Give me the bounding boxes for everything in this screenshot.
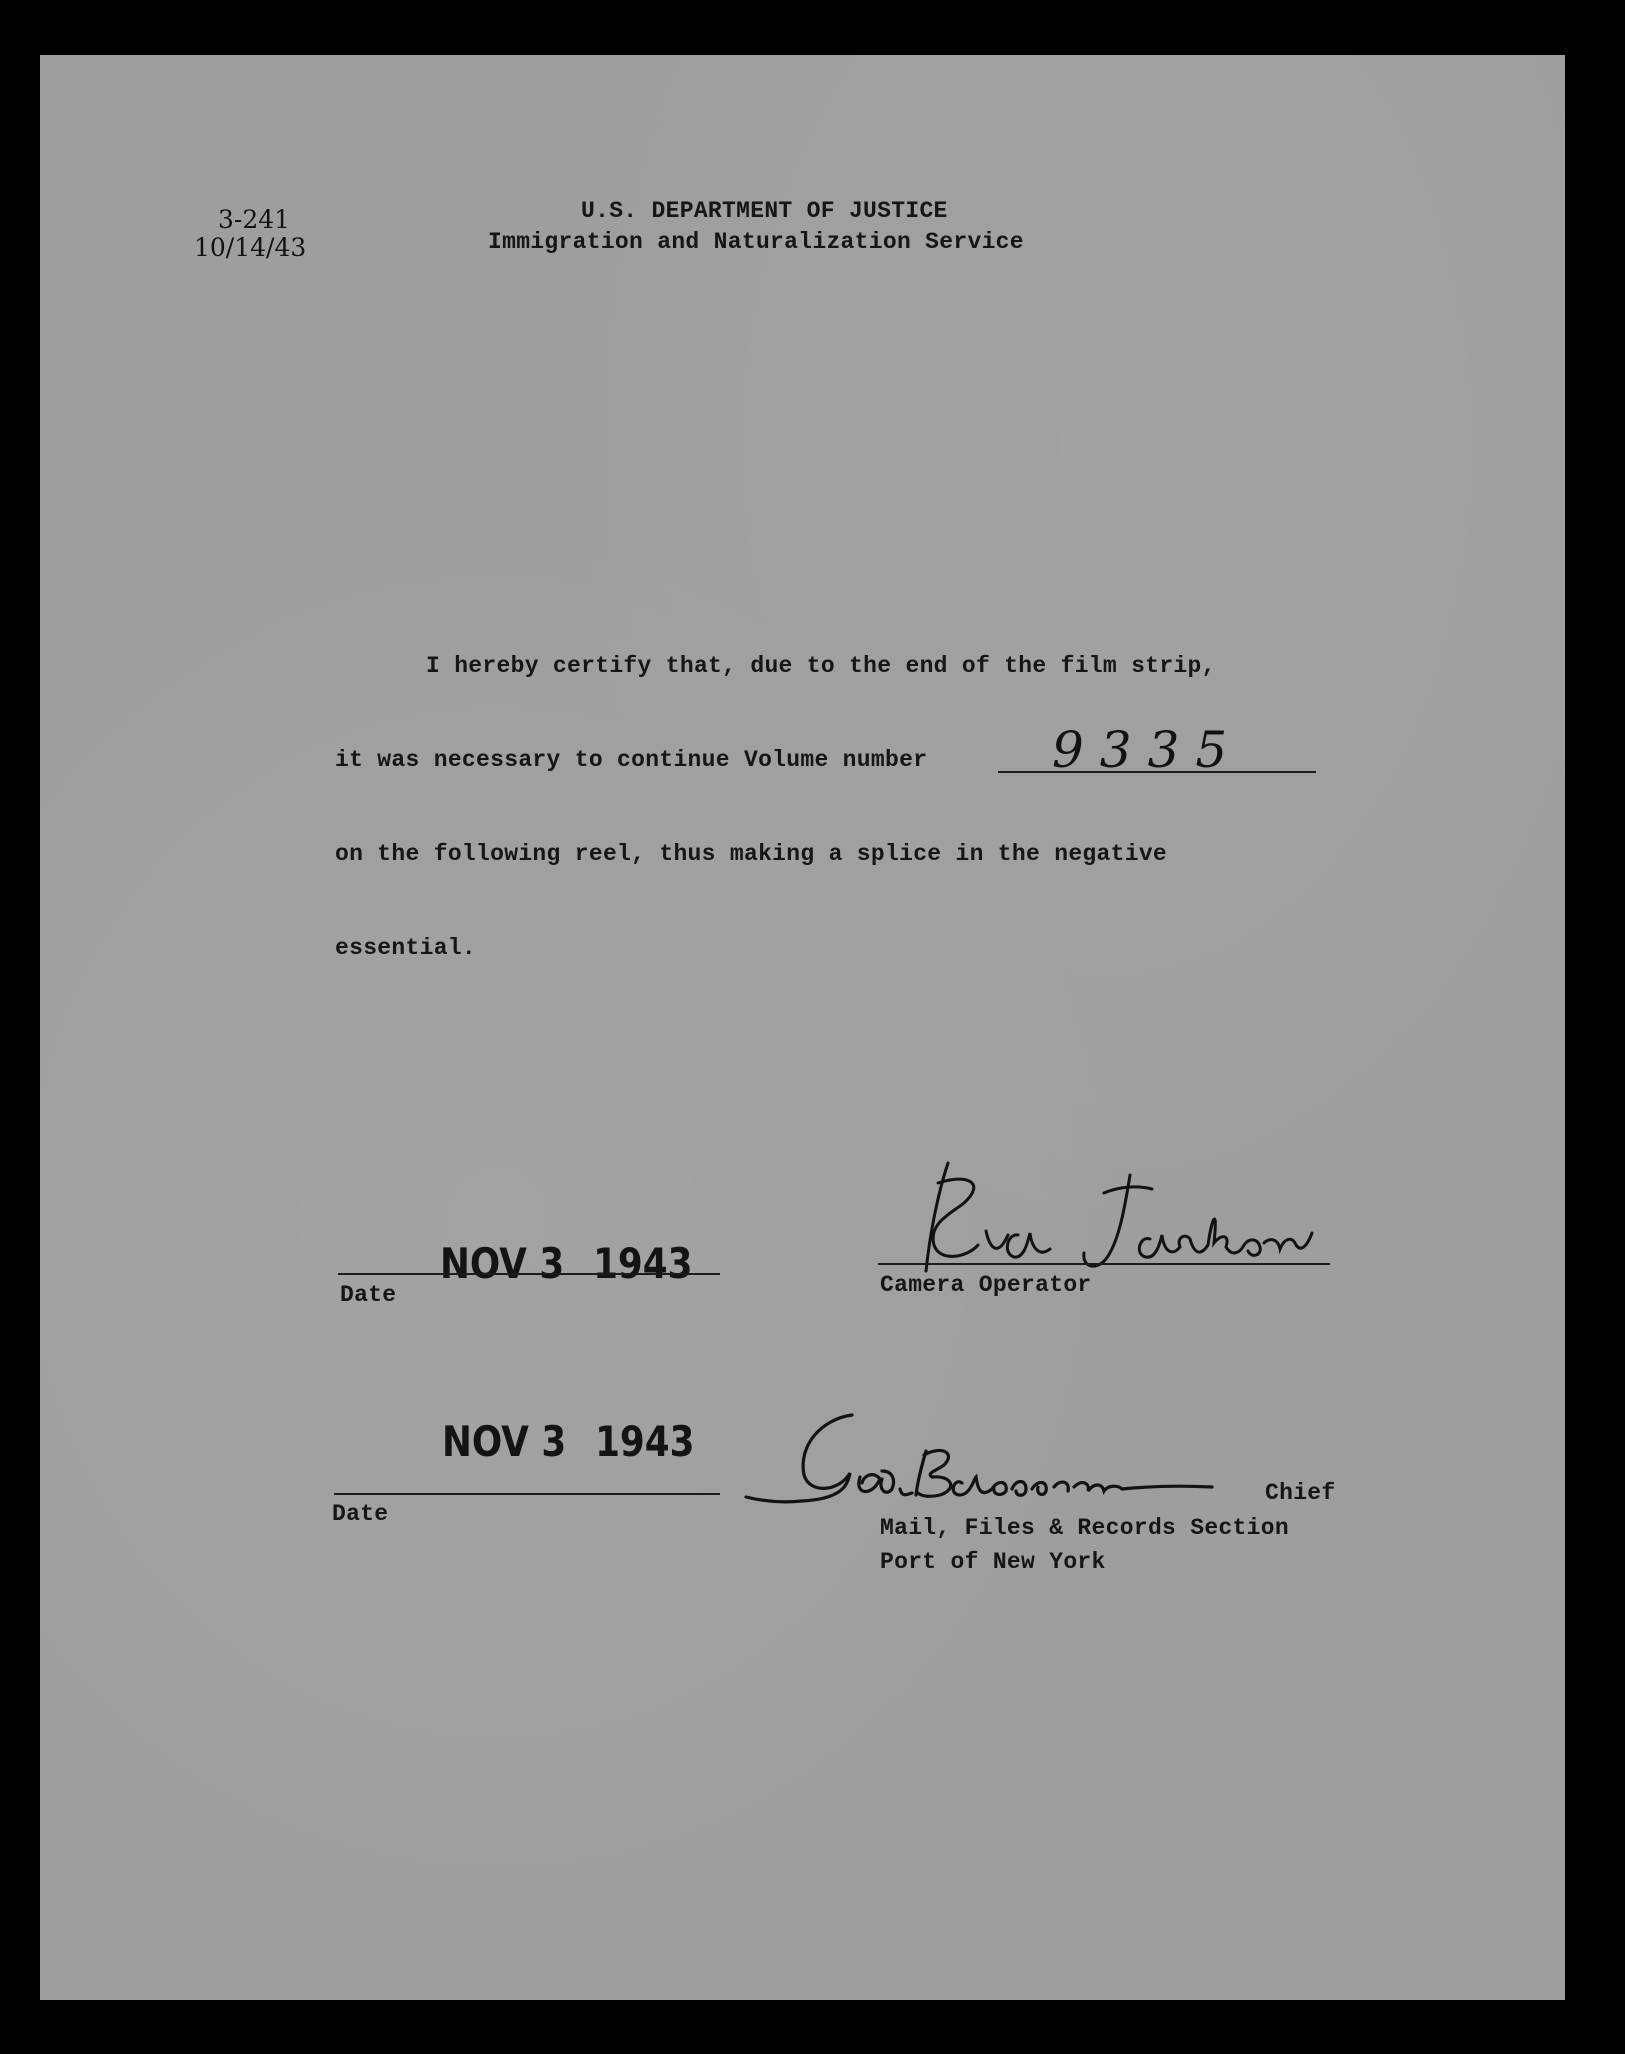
chief-signature	[742, 1405, 1302, 1515]
certificate-line-3: on the following reel, thus making a splice in the negative	[335, 841, 1168, 867]
form-number: 3-241	[218, 205, 291, 234]
chief-date-stamp	[442, 1417, 694, 1466]
operator-date-stamp	[440, 1239, 692, 1288]
chief-date-label: Date	[332, 1501, 389, 1527]
operator-signature-line	[878, 1263, 1330, 1265]
camera-operator-title: Camera Operator	[880, 1272, 1092, 1298]
chief-date-line	[334, 1493, 720, 1495]
chief-stamp-month: NOV	[442, 1417, 529, 1466]
certificate-line-1: I hereby certify that, due to the end of the film strip,	[426, 653, 1216, 679]
operator-date-label: Date	[340, 1282, 397, 1308]
operator-stamp-month: NOV	[440, 1239, 527, 1288]
chief-title: Chief	[1265, 1480, 1336, 1506]
volume-number-value: 9335	[1052, 721, 1244, 779]
chief-section: Mail, Files & Records Section	[880, 1515, 1289, 1541]
document-page	[40, 55, 1565, 2000]
chief-stamp-year: 1943	[595, 1417, 695, 1466]
department-heading: U.S. DEPARTMENT OF JUSTICE	[581, 198, 948, 224]
service-heading: Immigration and Naturalization Service	[488, 229, 1024, 255]
certificate-line-4: essential.	[335, 935, 477, 961]
form-date: 10/14/43	[194, 233, 307, 262]
operator-stamp-day: 3	[539, 1239, 565, 1288]
chief-stamp-day: 3	[541, 1417, 567, 1466]
operator-stamp-year: 1943	[593, 1239, 693, 1288]
certificate-line-2: it was necessary to continue Volume number	[335, 747, 928, 773]
chief-port: Port of New York	[880, 1549, 1106, 1575]
operator-date-line	[338, 1273, 720, 1275]
